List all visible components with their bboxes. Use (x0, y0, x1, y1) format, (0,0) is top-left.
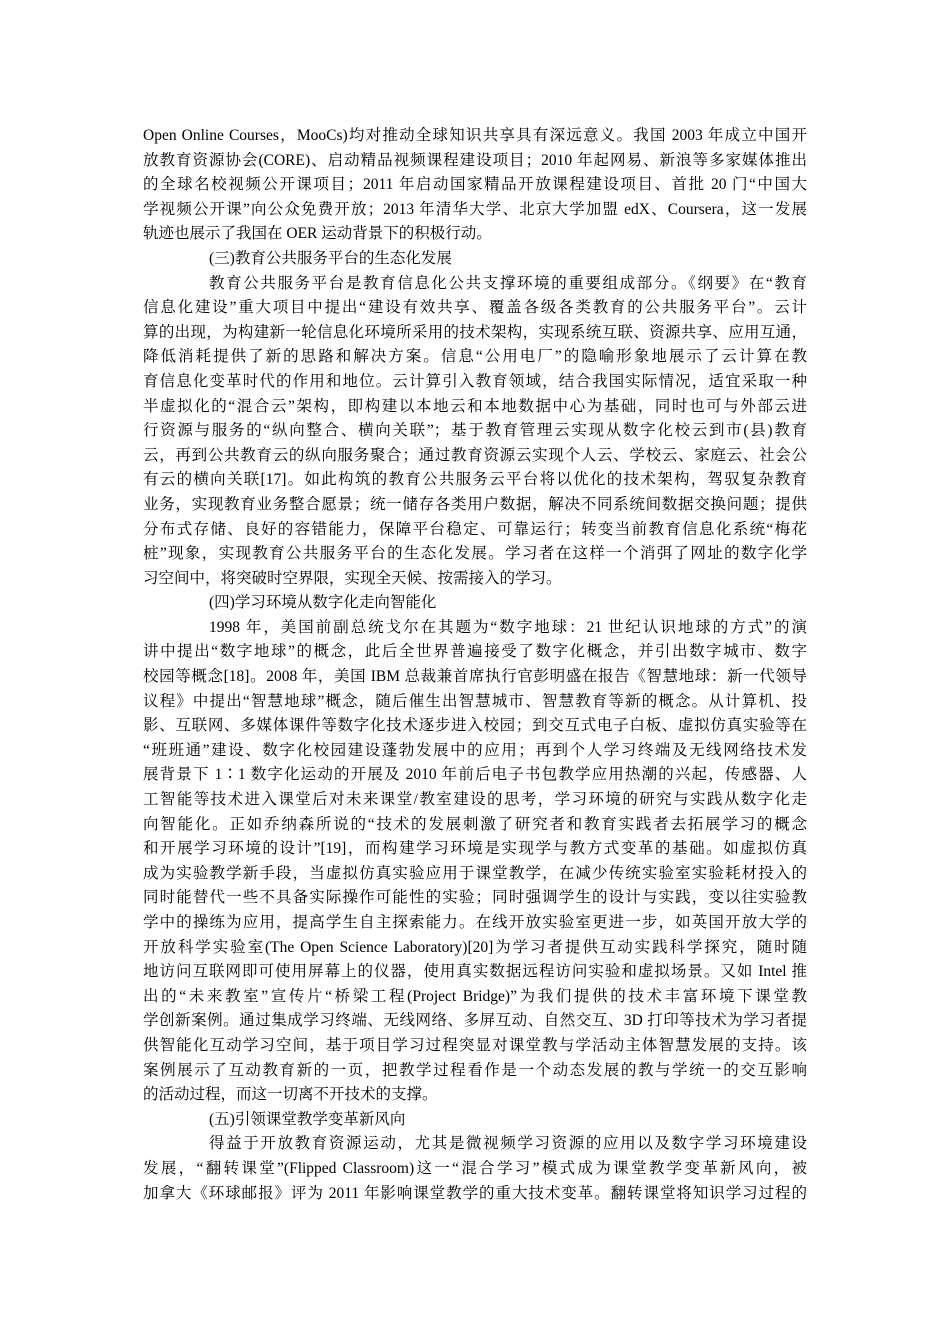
body-paragraph (143, 616, 807, 1108)
section-heading: (四)学习环境从数字化走向智能化 (209, 594, 437, 612)
section-heading: (五)引领课堂教学变革新风向 (209, 1110, 406, 1128)
text-line: 学视频公开课”向公众免费开放；2013 年清华大学、北京大学加盟 edX、Coursera，这一发展 (143, 200, 807, 218)
text-line: 业务，实现教育业务整合愿景；统一储存各类用户数据，解决不同系统间数据交换问题；提供 (143, 495, 807, 513)
text-line: 开放科学实验室(The Open Science Laboratory)[20]为学习者提供互动实践科学探究，随时随 (143, 938, 807, 956)
text-line: 得益于开放教育资源运动，尤其是微视频学习资源的应用以及数字学习环境建设 (209, 1135, 807, 1153)
body-paragraph (143, 1132, 807, 1206)
text-line: 地访问互联网即可使用屏幕上的仪器，使用真实数据远程访问实验和虚拟场景。又如 Intel 推 (143, 963, 807, 981)
text-line: 分布式存储、良好的容错能力，保障平台稳定、可靠运行；转变当前教育信息化系统“梅花 (143, 520, 807, 538)
text-line: 轨迹也展示了我国在 OER 运动背景下的积极行动。 (143, 225, 492, 243)
text-line: Open Online Courses，MooCs)均对推动全球知识共享具有深远意义。我国 2003 年成立中国开 (143, 127, 807, 144)
text-line: 半虚拟化的“混合云”架构，即构建以本地云和本地数据中心为基础，同时也可与外部云进 (143, 397, 807, 415)
text-line: 同时能替代一些不具备实际操作可能性的实验；同时强调学生的设计与实践，变以往实验教 (143, 889, 807, 907)
text-line: 讲中提出“数字地球”的概念，此后全世界普遍接受了数字化概念，并引出数字城市、数字 (143, 643, 807, 661)
text-line: 供智能化互动学习空间，基于项目学习过程突显对课堂教与学活动主体智慧发展的支持。该 (143, 1036, 807, 1054)
text-line: 案例展示了互动教育新的一页，把教学过程看作是一个动态发展的教与学统一的交互影响 (143, 1061, 807, 1079)
text-line: 发展，“翻转课堂”(Flipped Classroom)这一“混合学习”模式成为课堂教学变革新风向，被 (143, 1159, 807, 1177)
text-line: 学创新案例。通过集成学习终端、无线网络、多屏互动、自然交互、3D 打印等技术为学习者提 (143, 1012, 807, 1030)
text-line: 向智能化。正如乔纳森所说的“技术的发展刺激了研究者和教育实践者去拓展学习的概念 (143, 815, 807, 833)
text-line: 校园等概念[18]。2008 年，美国 IBM 总裁兼首席执行官彭明盛在报告《智慧地球：新一代领导 (143, 668, 807, 686)
text-line: 桩”现象，实现教育公共服务平台的生态化发展。学习者在这样一个消弭了网址的数字化学 (143, 545, 807, 563)
text-line: 议程》中提出“智慧地球”概念，随后催生出智慧城市、智慧教育等新的概念。从计算机、投 (143, 692, 807, 710)
text-line: 算的出现，为构建新一轮信息化环境所采用的技术架构，实现系统互联、资源共享、应用互通， (143, 323, 807, 341)
text-line: 的活动过程，而这一切离不开技术的支撑。 (143, 1086, 438, 1104)
text-line: 云，再到公共教育云的纵向服务聚合；通过教育资源云实现个人云、学校云、家庭云、社会公 (143, 446, 807, 464)
text-line: 有云的横向关联[17]。如此构筑的教育公共服务云平台将以优化的技术架构，驾驭复杂教育 (143, 471, 807, 489)
text-line: 放教育资源协会(CORE)、启动精品视频课程建设项目；2010 年起网易、新浪等多家媒体推出 (143, 151, 807, 169)
text-line: 展背景下 1∶1 数字化运动的开展及 2010 年前后电子书包教学应用热潮的兴起，传感器、人 (143, 766, 807, 784)
text-line: 降低消耗提供了新的思路和解决方案。信息“公用电厂”的隐喻形象地展示了云计算在教 (143, 348, 807, 366)
text-line: 出的“未来教室”宣传片“桥梁工程(Project Bridge)”为我们提供的技术丰富环境下课堂教 (143, 987, 807, 1005)
text-line: 育信息化变革时代的作用和地位。云计算引入教育领域，结合我国实际情况，适宜采取一种 (143, 372, 807, 390)
text-line: 信息化建设”重大项目中提出“建设有效共享、覆盖各级各类教育的公共服务平台”。云计 (143, 299, 807, 317)
body-paragraph (143, 124, 807, 247)
text-line: 工智能等技术进入课堂后对未来课堂/教室建设的思考，学习环境的研究与实践从数字化走 (143, 791, 807, 809)
text-line: 和开展学习环境的设计”[19]，而构建学习环境是实现学与教方式变革的基础。如虚拟仿真 (143, 840, 807, 858)
text-line: 成为实验教学新手段，当虚拟仿真实验应用于课堂教学，在减少传统实验室实验耗材投入的 (143, 864, 807, 882)
text-line: 教育公共服务平台是教育信息化公共支撑环境的重要组成部分。《纲要》在“教育 (209, 274, 807, 292)
body-paragraph (143, 272, 807, 592)
text-line: 加拿大《环球邮报》评为 2011 年影响课堂教学的重大技术变革。翻转课堂将知识学习过程的 (143, 1184, 807, 1202)
text-line: 的全球名校视频公开课项目；2011 年启动国家精品开放课程建设项目、首批 20 门“中国大 (143, 176, 807, 194)
text-line: 1998 年，美国前副总统戈尔在其题为“数字地球：21 世纪认识地球的方式”的演 (209, 618, 807, 636)
text-line: 习空间中，将突破时空界限，实现全天候、按需接入的学习。 (143, 569, 562, 587)
section-heading: (三)教育公共服务平台的生态化发展 (209, 249, 452, 267)
text-line: 学中的操练为应用，提高学生自主探索能力。在线开放实验室更进一步，如英国开放大学的 (143, 914, 807, 931)
text-line: “班班通”建设、数字化校园建设蓬勃发展中的应用；再到个人学习终端及无线网络技术发 (143, 741, 807, 759)
text-line: 影、互联网、多媒体课件等数字化技术逐步进入校园；到交互式电子白板、虚拟仿真实验等在 (143, 717, 807, 735)
text-line: 行资源与服务的“纵向整合、横向关联”；基于教育管理云实现从数字化校云到市(县)教育 (143, 422, 807, 440)
document-body (143, 124, 807, 1206)
